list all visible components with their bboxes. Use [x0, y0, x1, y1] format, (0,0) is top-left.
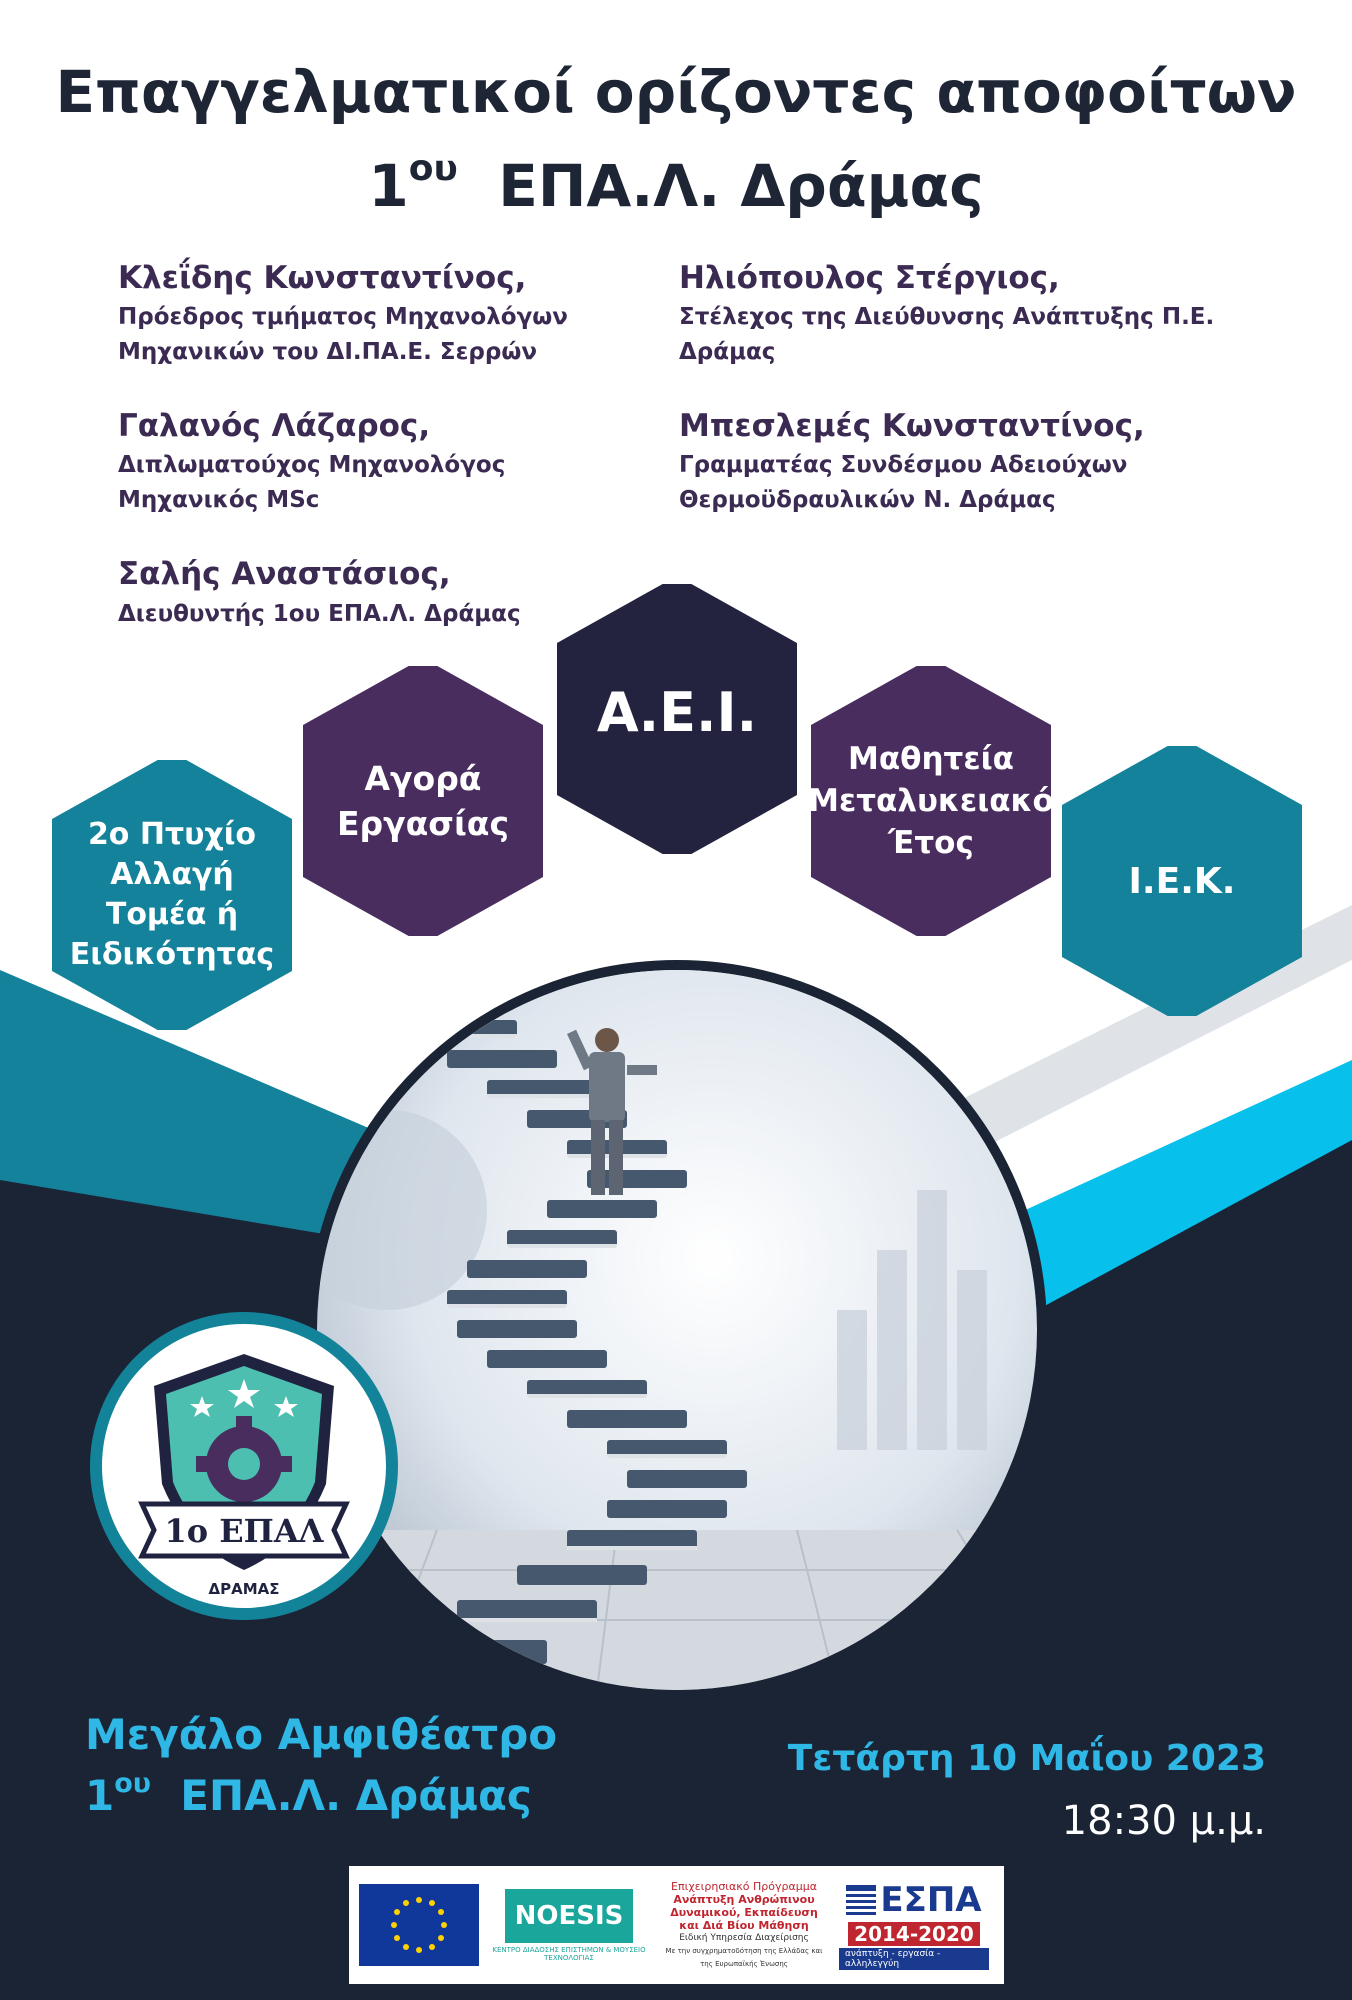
- speaker-galanos: [118, 406, 505, 518]
- hexagon-aei: [557, 584, 797, 854]
- speaker-name: Ηλιόπουλος Στέργιος,: [679, 260, 1060, 296]
- event-date: Τετάρτη 10 Μαΐου 2023: [787, 1738, 1266, 1779]
- speaker-kleidis: [118, 258, 568, 370]
- hexagon-labour-market: [303, 666, 543, 936]
- speaker-iliopoulos: [679, 258, 1214, 370]
- logo-city: ΔΡΑΜΑΣ: [208, 1580, 280, 1598]
- speaker-role: Γραμματέας Συνδέσμου Αδειούχων Θερμοϋδραυλικών Ν. Δράμας: [679, 452, 1128, 513]
- speaker-role: Στέλεχος της Διεύθυνσης Ανάπτυξης Π.Ε. Δράμας: [679, 304, 1215, 365]
- speaker-name: Σαλής Αναστάσιος,: [118, 556, 451, 592]
- venue-line1: Μεγάλο Αμφιθέατρο: [85, 1710, 558, 1759]
- hexagon-label: Ι.Ε.Κ.: [1128, 860, 1236, 902]
- venue-school: ΕΠΑ.Λ. Δράμας: [180, 1771, 532, 1820]
- espa-name: ΕΣΠΑ: [880, 1880, 982, 1920]
- noesis-logo: [489, 1884, 649, 1966]
- venue-number: 1: [85, 1771, 115, 1820]
- subtitle-number: 1: [368, 152, 409, 220]
- operational-program: [659, 1880, 829, 1971]
- speaker-beslemes: [679, 406, 1145, 518]
- speaker-role: Διπλωματούχος Μηχανολόγος Μηχανικός MSc: [118, 452, 506, 513]
- program-line3: Ειδική Υπηρεσία Διαχείρισης: [679, 1932, 809, 1943]
- speaker-role: Πρόεδρος τμήματος Μηχανολόγων Μηχανικών του ΔΙ.ΠΑ.Ε. Σερρών: [118, 304, 568, 365]
- venue-line2: [85, 1768, 532, 1820]
- page-title: Επαγγελματικοί ορίζοντες αποφοίτων: [55, 58, 1297, 126]
- event-time: 18:30 μ.μ.: [1061, 1798, 1266, 1844]
- venue-superscript: ου: [114, 1768, 152, 1799]
- hexagon-label: Μαθητεία Μεταλυκειακό Έτος: [808, 741, 1054, 861]
- espa-logo: [839, 1880, 989, 1970]
- hexagon-iek: [1062, 746, 1302, 1016]
- noesis-name: NOESIS: [505, 1889, 633, 1943]
- hexagon-label: Αγορά Εργασίας: [336, 759, 510, 843]
- subtitle-school: ΕΠΑ.Λ. Δράμας: [498, 152, 984, 220]
- school-shield-icon: [102, 1324, 386, 1608]
- speaker-salis: [118, 554, 521, 633]
- staircase-photo: [307, 960, 1047, 1700]
- eu-flag-icon: [359, 1884, 479, 1966]
- speaker-name: Γαλανός Λάζαρος,: [118, 408, 431, 444]
- program-line1: Επιχειρησιακό Πρόγραμμα: [671, 1879, 817, 1893]
- program-line2: Ανάπτυξη Ανθρώπινου Δυναμικού, Εκπαίδευση και Διά Βίου Μάθηση: [670, 1892, 818, 1932]
- speaker-name: Μπεσλεμές Κωνσταντίνος,: [679, 408, 1145, 444]
- logo-badge-text: 1ο ΕΠΑΛ: [164, 1512, 324, 1550]
- subtitle-superscript: ου: [408, 148, 458, 189]
- greek-flag-icon: [846, 1885, 876, 1915]
- noesis-subtitle: ΚΕΝΤΡΟ ΔΙΑΔΟΣΗΣ ΕΠΙΣΤΗΜΩΝ & ΜΟΥΣΕΙΟ ΤΕΧΝΟΛΟΓΙΑΣ: [492, 1945, 646, 1962]
- program-line4: Με την συγχρηματοδότηση της Ελλάδας και της Ευρωπαϊκής Ένωσης: [665, 1946, 823, 1968]
- sponsors-bar: [349, 1866, 1004, 1984]
- page-subtitle: [0, 148, 1352, 220]
- school-logo: [90, 1312, 398, 1620]
- hexagon-label: Α.Ε.Ι.: [596, 680, 758, 744]
- espa-tagline: ανάπτυξη - εργασία - αλληλεγγύη: [839, 1948, 989, 1970]
- speaker-name: Κλεΐδης Κωνσταντίνος,: [118, 260, 527, 296]
- staircase-illustration: [317, 970, 1037, 1690]
- speaker-role: Διευθυντής 1ου ΕΠΑ.Λ. Δράμας: [118, 601, 521, 627]
- hexagon-second-degree: [52, 760, 292, 1030]
- hexagon-apprenticeship: [808, 666, 1054, 936]
- espa-years: 2014-2020: [848, 1922, 980, 1946]
- hexagon-label: 2ο Πτυχίο Αλλαγή Τομέα ή Ειδικότητας: [69, 817, 275, 972]
